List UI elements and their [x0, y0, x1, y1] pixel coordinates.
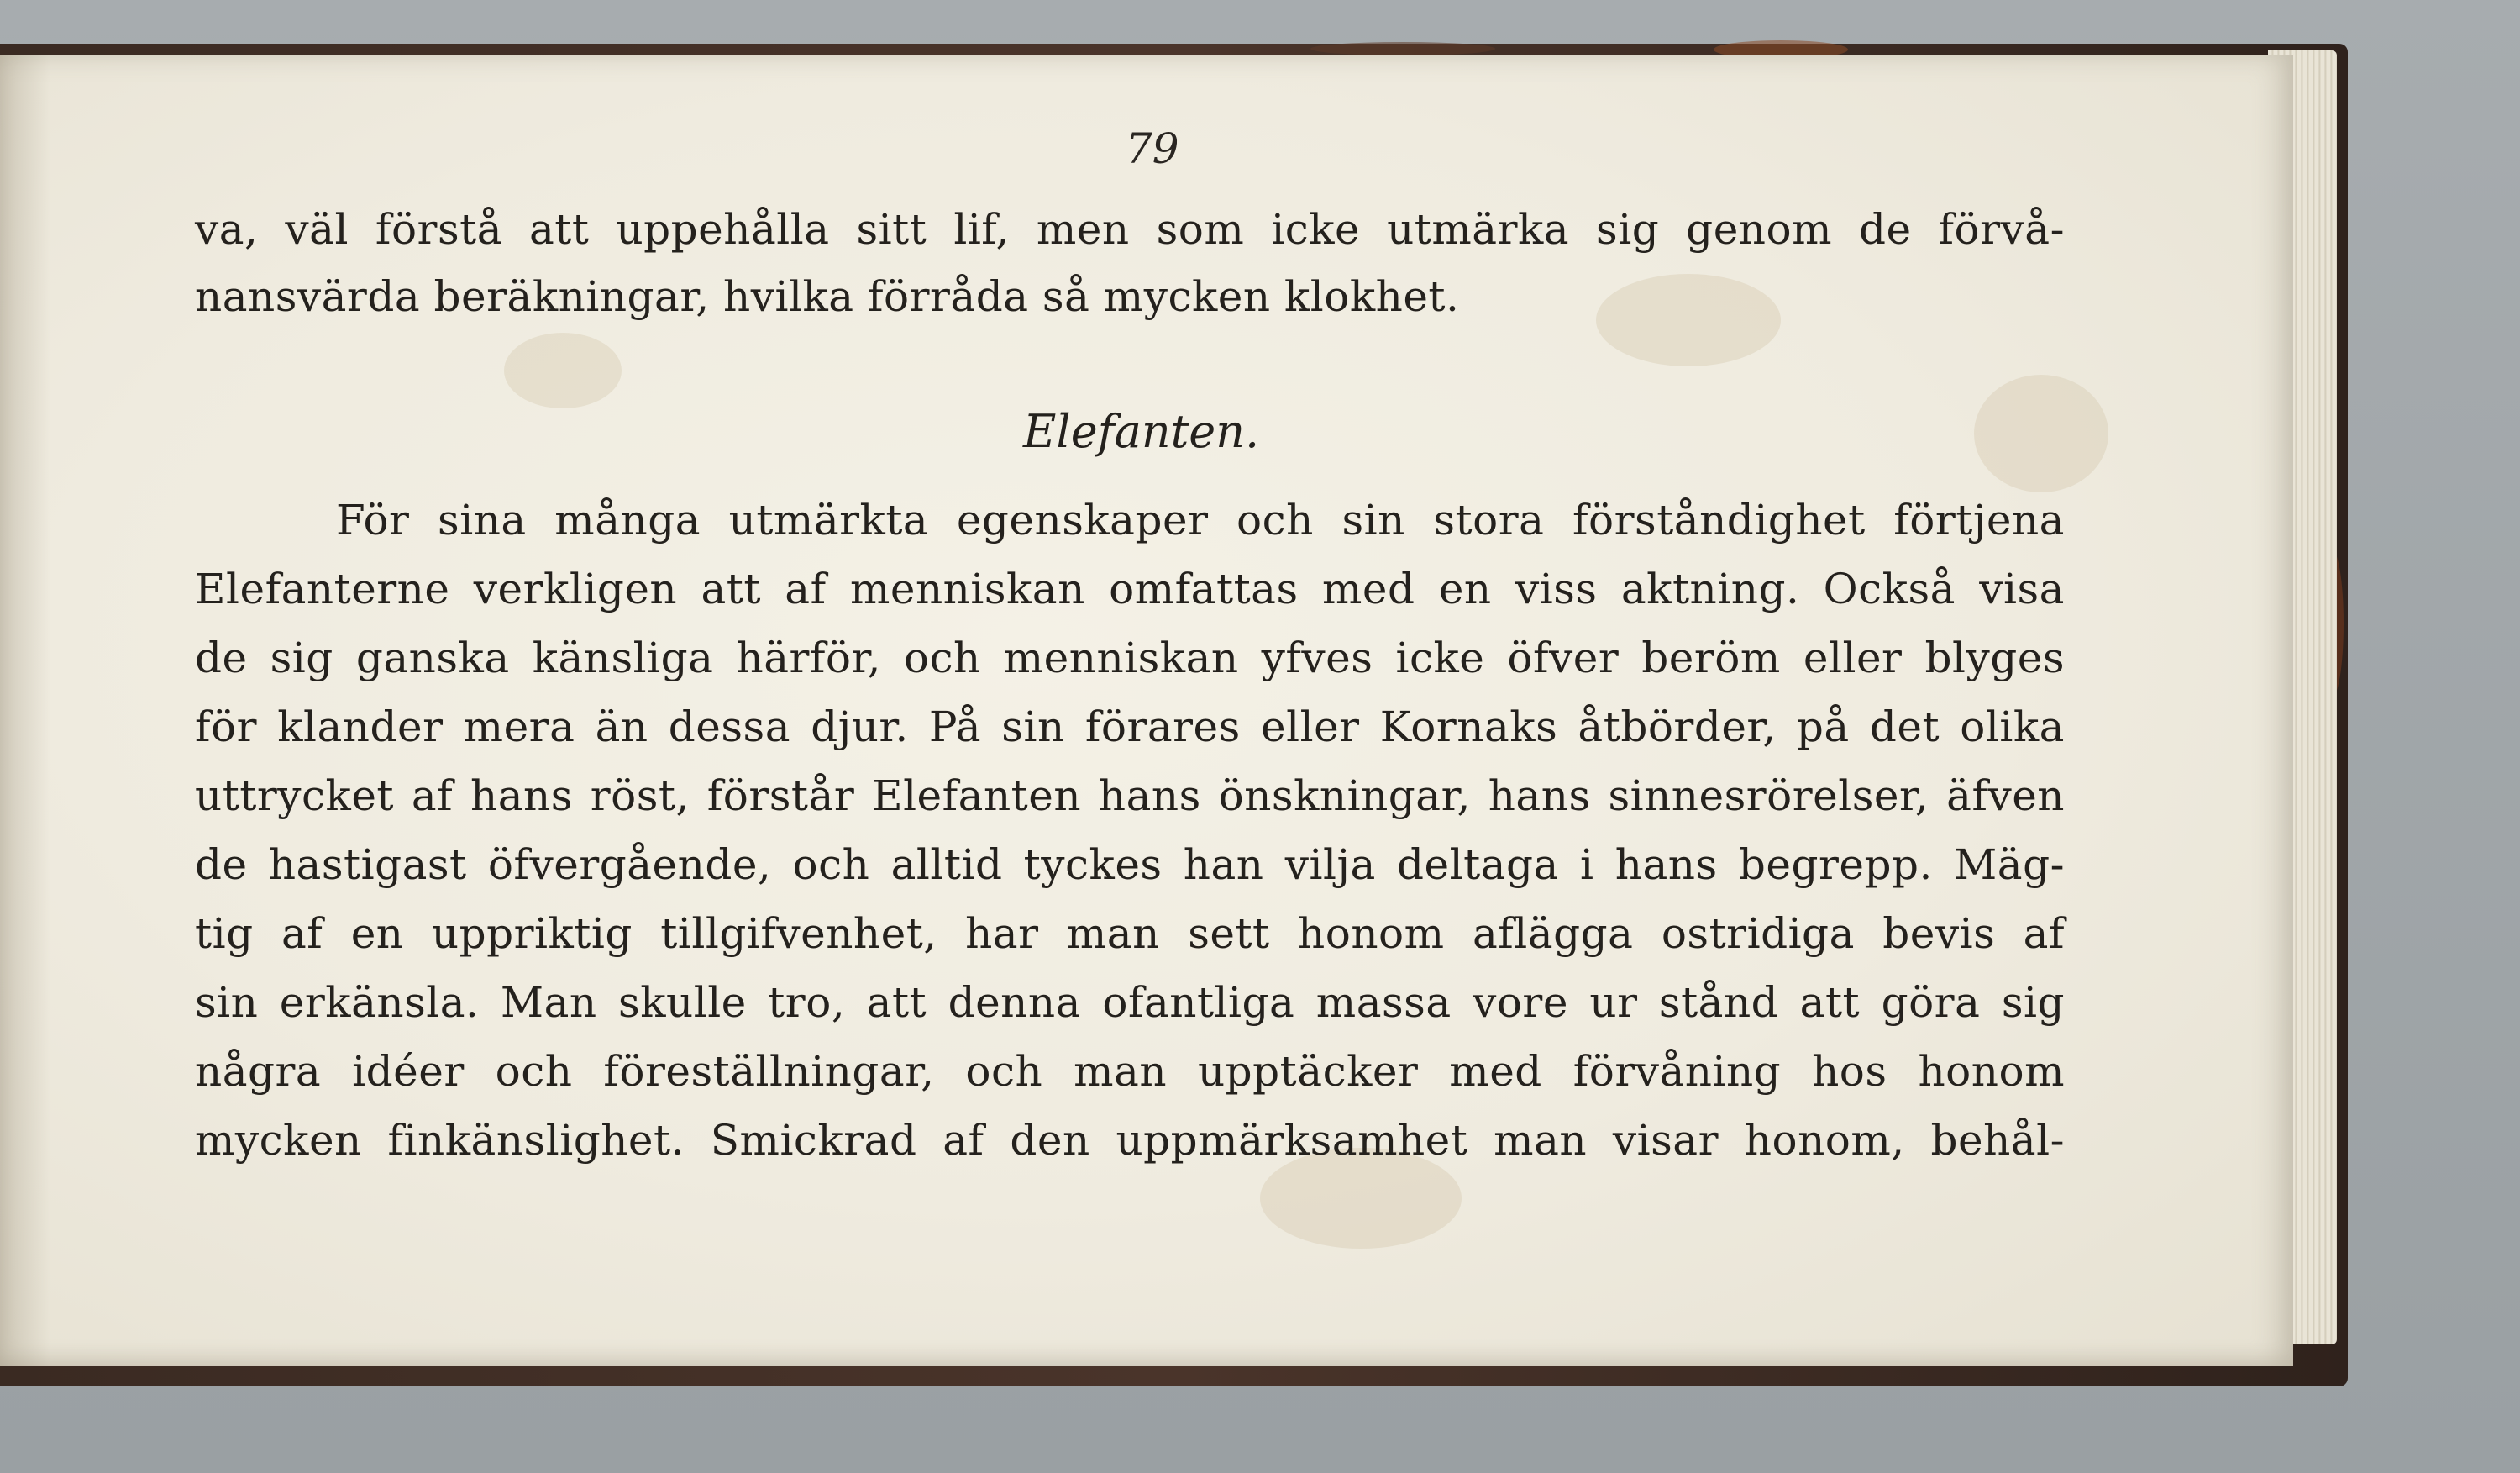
text-line: för klander mera än dessa djur. På sin förares eller Kornaks åtbörder, på det olika: [195, 702, 2065, 751]
text-line: nansvärda beräkningar, hvilka förråda så mycken klokhet.: [195, 272, 1460, 321]
cover-wear-spot: [1310, 42, 1495, 55]
text-line: tig af en uppriktig tillgifvenhet, har man sett honom aflägga ostridiga bevis af: [195, 909, 2065, 958]
paper-foxing: [1974, 375, 2108, 492]
text-line: Elefanterne verkligen att af menniskan omfattas med en viss aktning. Också visa: [195, 565, 2065, 613]
text-line: För sina många utmärkta egenskaper och sin stora förståndighet förtjena: [336, 496, 2065, 544]
text-line: mycken finkänslighet. Smickrad af den uppmärksamhet man visar honom, behål-: [195, 1116, 2065, 1165]
paper-foxing: [504, 333, 622, 408]
text-line: några idéer och föreställningar, och man upptäcker med förvåning hos honom: [195, 1047, 2065, 1096]
gutter-shadow: [0, 55, 50, 1366]
text-line: de sig ganska känsliga härför, och menniskan yfves icke öfver beröm eller blyges: [195, 634, 2065, 682]
text-line: va, väl förstå att uppehålla sitt lif, men som icke utmärka sig genom de förvå-: [195, 205, 2065, 254]
page-number: 79: [1126, 124, 1179, 173]
section-heading: Elefanten.: [1023, 405, 1260, 458]
text-line: uttrycket af hans röst, förstår Elefanten hans önskningar, hans sinnesrörelser, äfven: [195, 771, 2065, 820]
text-line: sin erkänsla. Man skulle tro, att denna ofantliga massa vore ur stånd att göra sig: [195, 978, 2065, 1027]
text-line: de hastigast öfvergående, och alltid tyckes han vilja deltaga i hans begrepp. Mäg-: [195, 840, 2065, 889]
